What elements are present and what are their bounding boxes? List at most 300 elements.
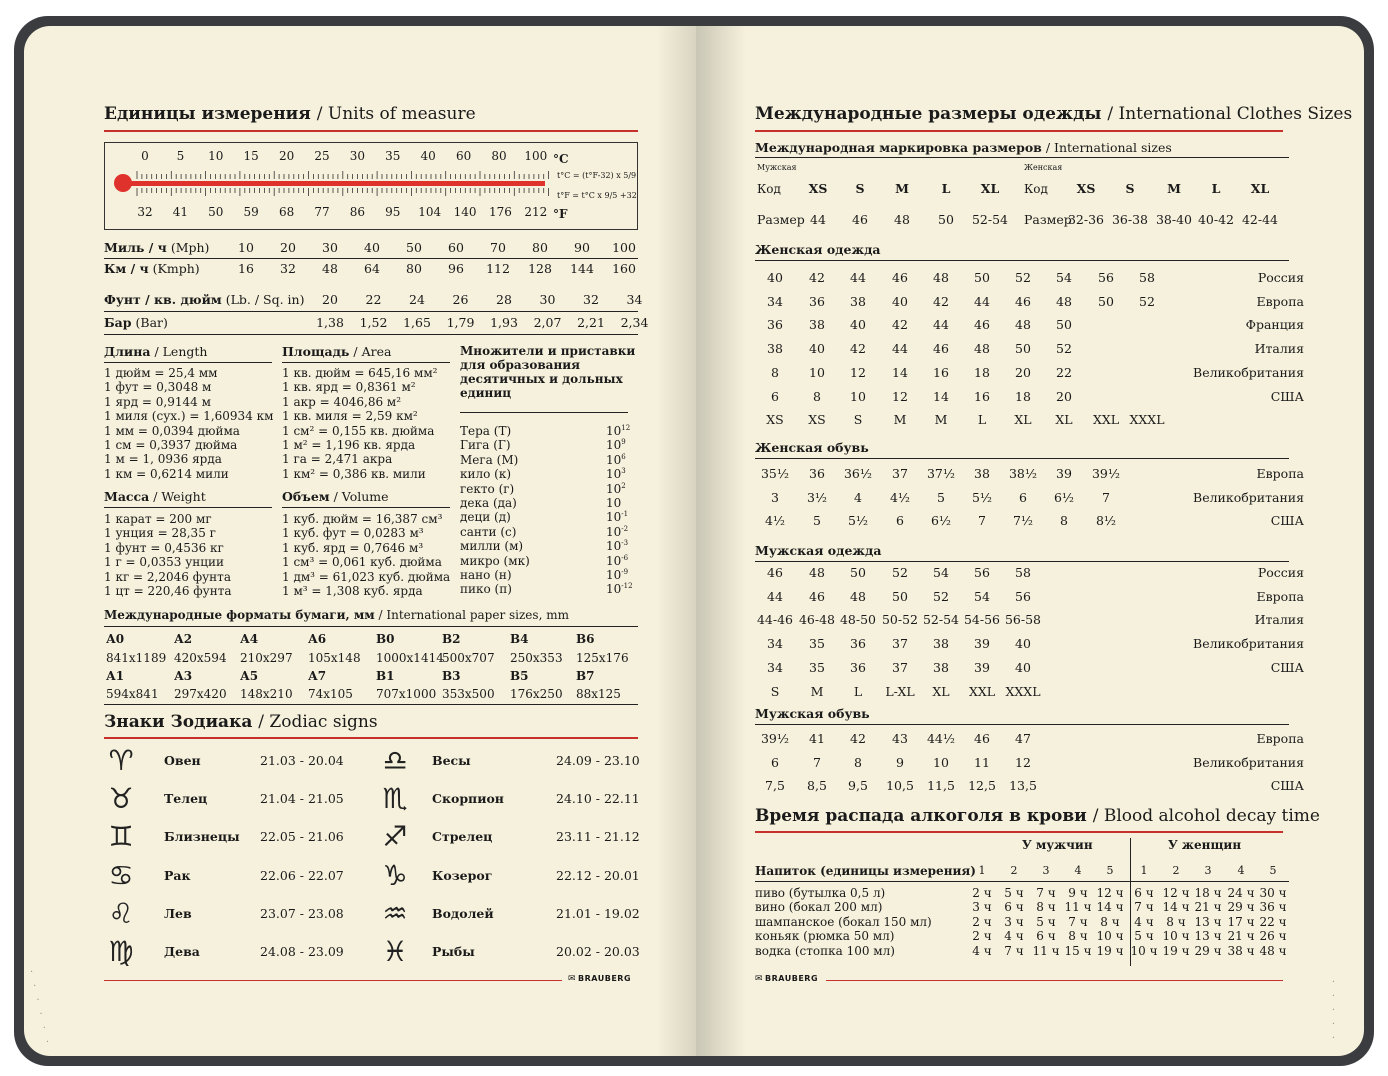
paper-title: Международные форматы бумаги, мм (104, 608, 375, 622)
conversion-row: 1 см = 0,3937 дюйма (104, 438, 238, 453)
volume-list (282, 512, 450, 598)
speed-divider (104, 258, 638, 259)
conversion-row: 1 унция = 28,35 г (104, 526, 216, 541)
size-value: 6 (771, 388, 779, 404)
paper-format-name: А4 (240, 632, 259, 646)
paper-format-size: 74x105 (308, 687, 353, 701)
prefix-power (606, 482, 626, 496)
size-value: 8½ (1095, 513, 1117, 529)
size-value: 36 (767, 317, 783, 333)
size-value: 54 (1056, 270, 1072, 285)
cancer-icon: ♋ (108, 858, 134, 892)
size-country: Великобритания (1193, 754, 1304, 770)
prefix-power (606, 525, 628, 539)
zodiac-dates: 24.09 - 23.10 (556, 753, 640, 768)
size-value: 54 (974, 588, 990, 604)
prefix-name: микро (мк) (460, 553, 530, 568)
size-value: 48 (1056, 293, 1072, 309)
paper-format-size: 210x297 (240, 651, 293, 665)
size-country: Италия (1254, 612, 1304, 628)
mph-value: 20 (280, 240, 296, 255)
zodiac-title-en: / Zodiac signs (258, 712, 378, 732)
men-size: 46 (852, 212, 868, 227)
women-label: Женская (1024, 163, 1063, 172)
size-value: XL (1014, 412, 1032, 428)
women-code: S (1125, 181, 1135, 196)
prefix-power (606, 554, 628, 568)
prefix-name: милли (м) (460, 539, 524, 554)
psi-value: 20 (322, 292, 338, 307)
volume-rule (282, 507, 450, 508)
paper-format-name: А2 (174, 632, 193, 646)
kmph-value: 144 (570, 261, 594, 276)
size-value: 18 (974, 364, 990, 380)
size-value: 10 (933, 754, 949, 770)
alcohol-women-hours: 10 ч (1130, 943, 1158, 958)
alcohol-men-hours: 15 ч (1064, 943, 1092, 958)
size-value: 12,5 (968, 778, 996, 794)
libra-icon: ♎ (382, 744, 408, 777)
area-heading (282, 344, 391, 359)
prefixes-title-line: для образования (460, 358, 580, 372)
pressure-bottom-rule (104, 334, 638, 335)
size-value: 37 (892, 659, 908, 675)
alcohol-heading (755, 806, 1320, 826)
conversion-row: 1 куб. фут = 0,0283 м³ (282, 526, 424, 541)
size-country: США (1270, 388, 1304, 404)
size-value: 42 (809, 270, 825, 285)
size-value: 9 (896, 754, 904, 770)
size-value: 5 (937, 489, 945, 505)
prefix-name: нано (н) (460, 567, 512, 582)
women-size-label: Размер (1024, 212, 1072, 227)
fahrenheit-tick: 86 (349, 205, 366, 219)
alcohol-women-hours: 29 ч (1194, 943, 1222, 958)
alcohol-women-hours: 19 ч (1162, 943, 1190, 958)
page-gutter-shadow (656, 26, 696, 1056)
size-value: 7 (978, 513, 986, 529)
prefix-base: 10 (606, 481, 622, 496)
alcohol-men-hours: 2 ч (972, 886, 992, 900)
alcohol-women-hours: 24 ч (1227, 886, 1255, 900)
size-value: 42 (892, 317, 908, 333)
size-value: 54 (933, 565, 949, 580)
alcohol-count-women: 2 (1172, 864, 1180, 877)
size-value: 10 (809, 364, 825, 380)
zodiac-dates: 22.06 - 22.07 (260, 867, 344, 883)
prefix-exponent: 2 (621, 481, 626, 490)
paper-format-size: 148x210 (240, 687, 293, 701)
bar-value: 2,21 (577, 315, 605, 330)
conversion-row: 1 дм³ = 61,023 куб. дюйма (282, 569, 451, 584)
celsius-tick: 100 (524, 149, 548, 163)
psi-value: 32 (583, 292, 599, 307)
size-value: 7 (813, 754, 821, 770)
size-value: 40 (1015, 636, 1031, 652)
size-value: 50 (974, 270, 990, 285)
size-country: Великобритания (1193, 364, 1304, 380)
paper-format-size: 250x353 (510, 651, 563, 665)
paper-format-name: В1 (376, 669, 395, 683)
size-value: 56 (1098, 270, 1114, 285)
marking-title: Международная маркировка размеров (755, 140, 1042, 155)
prefix-exponent: -2 (621, 524, 629, 533)
size-value: 34 (767, 293, 783, 309)
celsius-tick: 60 (455, 149, 472, 163)
celsius-formula: t°C = (t°F-32) x 5/9 (557, 171, 637, 180)
prefixes-title-line: единиц (460, 386, 512, 400)
size-value: S (770, 683, 780, 699)
size-value: 5 (813, 513, 821, 529)
size-value: 20 (1015, 364, 1031, 380)
alcohol-men-hours: 8 ч (1100, 914, 1120, 929)
prefix-exponent: 9 (621, 438, 626, 447)
celsius-tick: 40 (420, 149, 436, 163)
prefix-row (460, 510, 636, 524)
alcohol-women-hours: 36 ч (1259, 900, 1287, 915)
conversion-row: 1 дюйм = 25,4 мм (104, 366, 218, 380)
alcohol-count-men: 1 (978, 864, 986, 877)
alcohol-men-hours: 14 ч (1096, 900, 1124, 915)
fahrenheit-formula: t°F = t°C x 9/5 +32 (557, 191, 637, 200)
paper-format-size: 707x1000 (376, 687, 437, 701)
prefix-name: деци (д) (460, 510, 511, 525)
prefix-name: Гига (Г) (460, 438, 511, 453)
zodiac-name: Дева (164, 944, 200, 959)
paper-heading (104, 608, 569, 622)
prefix-name: санти (с) (460, 524, 517, 539)
men-label: Мужская (757, 163, 797, 172)
mph-value: 50 (406, 240, 422, 255)
paper-format-name: А7 (308, 669, 327, 683)
celsius-tick: 80 (491, 149, 507, 163)
fahrenheit-tick: 32 (137, 205, 153, 219)
scorpio-icon: ♏ (382, 782, 408, 816)
women-size: 32-36 (1067, 212, 1105, 227)
thermometer-mercury (125, 181, 545, 186)
zodiac-dates: 24.08 - 23.09 (260, 944, 344, 959)
size-value: 38 (974, 466, 990, 481)
paper-bottom-rule (104, 704, 638, 705)
conversion-row: 1 м² = 1,196 кв. ярда (282, 438, 416, 453)
mph-value: 100 (612, 240, 636, 255)
size-value: 6 (1019, 489, 1027, 505)
alcohol-women-hours: 29 ч (1227, 900, 1255, 915)
alcohol-women-hours: 38 ч (1227, 943, 1255, 958)
size-value: 38 (933, 659, 949, 675)
size-value: 12 (892, 388, 908, 404)
psi-value: 30 (539, 292, 556, 307)
prefix-exponent: 12 (621, 424, 631, 432)
size-value: 50 (850, 565, 866, 580)
fahrenheit-tick: 41 (172, 205, 189, 219)
size-value: 3 (771, 489, 779, 505)
zodiac-name: Козерог (432, 867, 493, 883)
bar-label-ru: Бар (104, 315, 132, 330)
paper-format-size: 420x594 (174, 651, 227, 665)
alcohol-drink: вино (бокал 200 мл) (755, 900, 883, 915)
size-value: 39½ (760, 731, 790, 746)
fahrenheit-tick: 59 (243, 205, 259, 219)
conversion-row: 1 кв. миля = 2,59 км² (282, 409, 418, 424)
size-value: 46 (767, 565, 783, 580)
bar-unit: (Bar) (135, 315, 168, 330)
paper-format-name: В5 (510, 669, 529, 683)
sizes-title: Международные размеры одежды (755, 104, 1102, 124)
prefixes-title-line: Множители и приставки (460, 344, 636, 358)
psi-value: 34 (626, 292, 643, 307)
size-country: Франция (1245, 317, 1304, 333)
women-size: 42-44 (1241, 212, 1279, 227)
size-value: 36 (809, 466, 825, 481)
size-value: 54-56 (963, 612, 1001, 628)
virgo-icon: ♍ (108, 935, 134, 968)
prefix-power (606, 424, 630, 438)
kmph-label-ru: Км / ч (104, 261, 149, 276)
size-value: 50-52 (881, 612, 919, 628)
prefixes-title (460, 344, 635, 400)
size-value: 44 (892, 341, 908, 357)
size-value: 35½ (760, 466, 790, 481)
size-value: 58 (1015, 565, 1031, 580)
gemini-icon: ♊ (108, 820, 134, 854)
prefix-row (460, 582, 636, 596)
alcohol-men-hours: 8 ч (1068, 929, 1088, 944)
fahrenheit-tick: 176 (489, 205, 512, 219)
kmph-value: 128 (528, 261, 552, 276)
paper-format-name: В7 (576, 669, 595, 683)
size-value: 6 (771, 754, 779, 770)
leo-icon: ♌ (108, 896, 134, 930)
paper-format-name: А0 (106, 632, 125, 646)
size-value: 46-48 (798, 612, 836, 628)
prefix-power (606, 496, 621, 510)
size-value: 39 (1056, 466, 1072, 481)
corner-stitch-right: · · · · · (1316, 977, 1336, 1044)
alcohol-men-hours: 9 ч (1068, 886, 1088, 900)
prefix-row (460, 554, 636, 568)
length-title-en: / Length (154, 344, 208, 359)
size-value: 44 (974, 293, 990, 309)
fahrenheit-tick: 104 (418, 205, 442, 219)
size-value: 41 (809, 731, 825, 746)
size-value: 7½ (1012, 513, 1034, 529)
size-value: 46 (974, 317, 990, 333)
marking-title-en: / International sizes (1045, 140, 1172, 155)
prefix-row (460, 482, 636, 496)
size-value: 40 (892, 293, 908, 309)
zodiac-dates: 21.01 - 19.02 (556, 905, 640, 921)
alcohol-drink: коньяк (рюмка 50 мл) (755, 929, 895, 944)
alcohol-men-hours: 8 ч (1036, 900, 1056, 915)
prefix-row (460, 568, 636, 582)
conversion-row: 1 ярд = 0,9144 м (104, 394, 211, 409)
prefix-name: дека (да) (460, 495, 517, 510)
size-value: 10 (850, 388, 866, 404)
size-value: 37 (892, 466, 908, 481)
prefixes-list (460, 424, 636, 597)
size-value: 40 (850, 317, 866, 333)
zodiac-name: Рыбы (432, 944, 475, 959)
mass-title-en: / Weight (153, 489, 206, 504)
women-code-label: Код (1024, 182, 1048, 196)
size-value: 38 (850, 293, 866, 309)
alcohol-title: Время распада алкоголя в крови (755, 806, 1087, 826)
prefix-base: 10 (606, 524, 622, 539)
size-section-title: Женская одежда (755, 242, 881, 257)
size-value: 16 (974, 388, 990, 404)
women-size: 38-40 (1155, 212, 1193, 227)
paper-format-name: В0 (376, 632, 395, 646)
prefix-row (460, 438, 636, 452)
size-country: Италия (1254, 341, 1304, 357)
women-size: 40-42 (1197, 212, 1235, 227)
size-value: 34 (767, 659, 783, 675)
men-size-label: Размер (757, 212, 805, 227)
prefix-base: 10 (606, 467, 622, 482)
kmph-value: 80 (406, 261, 422, 276)
size-country: Великобритания (1193, 636, 1304, 652)
prefix-power (606, 467, 626, 481)
zodiac-name: Близнецы (164, 829, 240, 845)
size-country: Европа (1256, 588, 1304, 604)
zodiac-name: Весы (432, 753, 471, 768)
prefix-exponent: -1 (621, 510, 629, 519)
conversion-row: 1 см² = 0,155 кв. дюйма (282, 423, 435, 438)
kmph-label (104, 261, 200, 276)
psi-unit: (Lb. / Sq. in) (225, 292, 305, 307)
alcohol-men-hours: 10 ч (1096, 929, 1124, 944)
conversion-row: 1 кв. дюйм = 645,16 мм² (282, 366, 438, 380)
size-value: 14 (933, 388, 949, 404)
men-code: S (855, 181, 865, 196)
alcohol-men-hours: 3 ч (972, 900, 992, 915)
alcohol-women-hours: 22 ч (1259, 914, 1287, 929)
zodiac-dates: 21.04 - 21.05 (260, 791, 344, 807)
size-value: 42 (933, 293, 949, 309)
mph-unit: (Mph) (170, 240, 210, 255)
footer-rule-left (104, 980, 562, 981)
size-section-rule (755, 458, 1289, 459)
mph-value: 40 (364, 240, 380, 255)
size-value: 48 (1015, 317, 1031, 333)
size-value: 46 (809, 588, 825, 604)
alcohol-drink: водка (стопка 100 мл) (755, 943, 895, 958)
alcohol-men-hours: 6 ч (1036, 929, 1056, 944)
size-section-title: Мужская одежда (755, 543, 882, 558)
volume-title-en: / Volume (333, 489, 389, 504)
psi-value: 26 (452, 292, 469, 307)
men-code: L (941, 181, 951, 196)
volume-heading (282, 489, 389, 504)
size-section-title: Мужская обувь (755, 706, 870, 721)
size-value: 14 (892, 364, 908, 380)
kmph-unit: (Kmph) (152, 261, 200, 276)
size-value: 39 (974, 636, 990, 652)
zodiac-dates: 24.10 - 22.11 (556, 791, 640, 807)
alcohol-women-hours: 13 ч (1194, 929, 1222, 944)
prefix-power (606, 568, 628, 582)
prefix-name: кило (к) (460, 467, 512, 482)
conversion-row: 1 фунт = 0,4536 кг (104, 540, 224, 555)
alcohol-women-hours: 48 ч (1259, 943, 1287, 958)
size-value: 12 (1015, 754, 1031, 770)
psi-value: 28 (496, 292, 512, 307)
size-section-title: Женская обувь (755, 440, 869, 455)
paper-format-size: 88x125 (576, 687, 621, 701)
size-value: 6 (896, 513, 904, 529)
prefix-power (606, 539, 628, 553)
mph-label-ru: Миль / ч (104, 240, 167, 255)
alcohol-men-hours: 2 ч (972, 914, 992, 929)
size-value: 58 (1139, 270, 1155, 285)
sizes-title-en: / International Clothes Sizes (1107, 104, 1353, 124)
units-title-en: / Units of measure (316, 104, 476, 124)
size-value: 34 (767, 636, 783, 652)
size-value: 52 (1139, 293, 1155, 309)
size-value: 37½ (926, 466, 956, 481)
conversion-row: 1 миля (сух.) = 1,60934 км (104, 409, 274, 424)
alcohol-men-hours: 4 ч (1004, 929, 1024, 944)
zodiac-rule (104, 737, 638, 739)
paper-format-size: 1000x1414 (376, 651, 444, 665)
size-value: 4 (854, 489, 862, 505)
size-value: 50 (1015, 341, 1031, 357)
conversion-row: 1 мм = 0,0394 дюйма (104, 423, 240, 438)
area-title-en: / Area (353, 344, 392, 359)
alcohol-header-rule (755, 881, 1289, 882)
size-value: 8 (1060, 513, 1068, 529)
length-rule (104, 362, 272, 363)
conversion-row: 1 цт = 220,46 фунта (104, 584, 232, 599)
size-value: 44-46 (756, 612, 794, 628)
prefixes-title-line: десятичных и дольных (460, 372, 623, 386)
size-value: 7 (1102, 489, 1110, 505)
mass-list (104, 512, 232, 598)
size-value: 56 (974, 565, 990, 580)
prefix-name: пико (п) (460, 582, 512, 597)
mph-value: 10 (238, 240, 254, 255)
men-size: 52-54 (971, 212, 1009, 227)
women-size: 36-38 (1111, 212, 1149, 227)
paper-format-size: 105x148 (308, 651, 361, 665)
size-section-rule (755, 260, 1289, 261)
prefix-exponent: 6 (621, 452, 626, 461)
kmph-value: 48 (322, 261, 338, 276)
alcohol-men-hours: 7 ч (1004, 943, 1024, 958)
celsius-tick: 25 (314, 149, 330, 163)
size-value: 40 (809, 341, 825, 357)
prefix-base: 10 (606, 424, 622, 438)
size-value: 48-50 (839, 612, 877, 628)
celsius-tick: 35 (385, 149, 401, 163)
alcohol-count-men: 5 (1106, 864, 1114, 877)
size-value: 3½ (806, 489, 828, 505)
alcohol-women-hours: 30 ч (1259, 886, 1287, 900)
size-value: 36 (809, 293, 825, 309)
conversion-row: 1 км = 0,6214 мили (104, 466, 229, 481)
fahrenheit-tick: 212 (524, 205, 548, 219)
bar-label (104, 315, 168, 330)
alcohol-men-hours: 5 ч (1004, 886, 1024, 900)
psi-label (104, 292, 304, 307)
size-value: 43 (892, 731, 908, 746)
paper-format-size: 125x176 (576, 651, 629, 665)
prefix-exponent: -6 (621, 553, 629, 562)
units-rule (104, 130, 638, 132)
size-value: 48 (974, 341, 990, 357)
men-code: M (895, 181, 909, 196)
